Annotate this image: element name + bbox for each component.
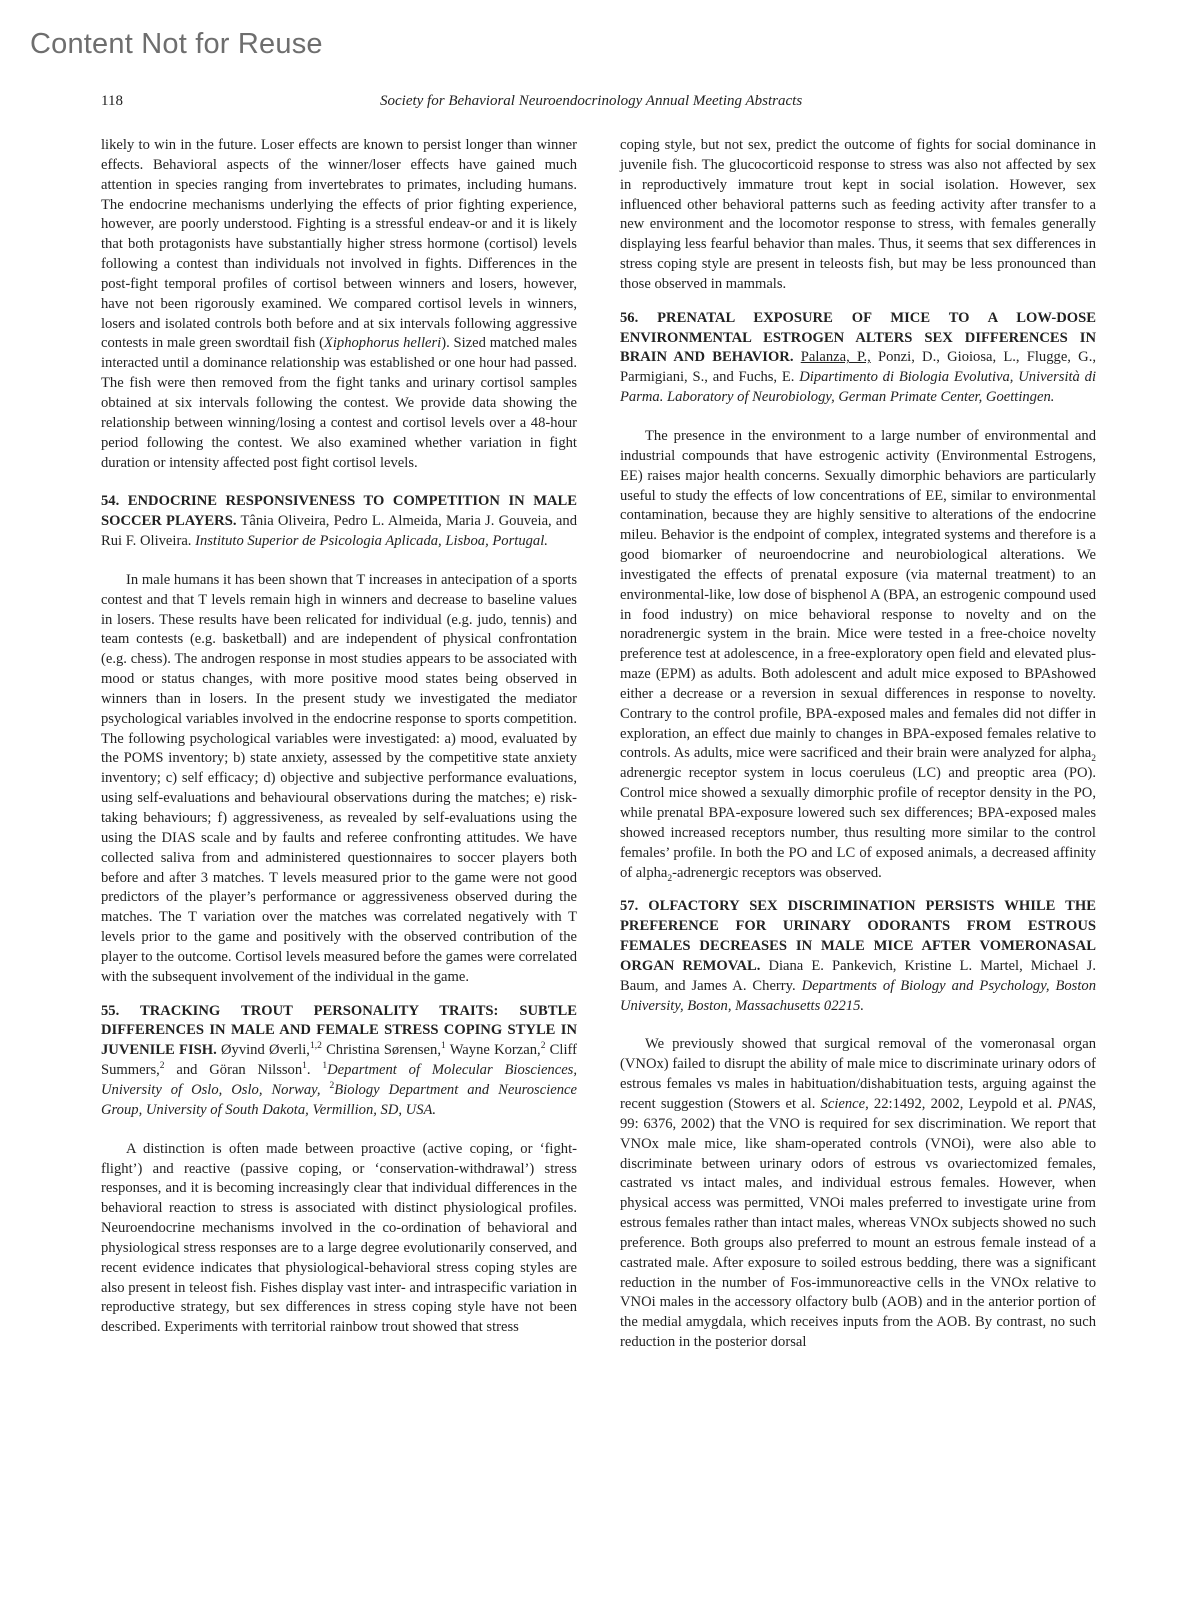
abstract-57-title: 57. OLFACTORY SEX DISCRIMINATION PERSISTS WHILE THE PREFERENCE FOR URINARY ODORANTS FROM ESTROUS FEMALES DECREASES IN MALE MICE AFTER VOMERONASAL ORGAN REMOVAL. [620, 898, 1096, 974]
abstract-54-authors: Tânia Oliveira, Pedro L. Almeida, Maria J. Gouveia, and Rui F. Oliveira. [101, 513, 577, 550]
abstract-57-body: We previously showed that surgical removal of the vomeronasal organ (VNOx) failed to disrupt the ability of male mice to discriminate urinary odors of estrous females vs males in habituation/dishabituation tests, arguing against the recent suggestion (Stowers et al. Science, 22:1492, 2002, Leypold et al. PNAS, 99: 6376, 2002) that the VNO is required for sex discrimination. We report that VNOx male mice, like sham-operated controls (VNOi), were also able to discriminate between urinary odors of estrous vs ovariectomized females, castrated vs intact males, and individual estrous females. However, when physical access was permitted, VNOi males preferred to investigate urine from estrous females rather than intact males, whereas VNOx subjects showed no such preference. Both groups also preferred to mount an estrous female instead of a castrated male. After exposure to soiled estrous bedding, there was a significant reduction in the number of Fos-immunoreactive cells in the VNOx relative to VNOi males in the accessory olfactory bulb (AOB) and in the anterior portion of the medial amygdala, which receives inputs from the AOB. By contrast, no such reduction in the posterior dorsal [620, 1036, 1096, 1351]
abstract-55-title: 55. TRACKING TROUT PERSONALITY TRAITS: SUBTLE DIFFERENCES IN MALE AND FEMALE STRESS COPING STYLE IN JUVENILE FISH. [101, 1002, 577, 1059]
abstract-55-continuation: coping style, but not sex, predict the outcome of fights for social dominance in juvenile fish. The glucocorticoid response to stress was also not affected by sex in reproductively immature trout kept in social isolation. However, sex influenced other behavioral patterns such as feeding activity after transfer to a new environment and the locomotor response to stress, with females generally displaying less fearful behavior than males. Thus, it seems that sex differences in stress coping style are present in teleosts fish, but may be less pronounced than those observed in mammals. [620, 137, 1096, 292]
right-column [620, 136, 1096, 1353]
abstract-54-heading [101, 492, 577, 552]
abstract-56-institution: Dipartimento di Biologia Evolutiva, Università di Parma. Laboratory of Neurobiology, German Primate Center, Goettingen. [620, 369, 1096, 406]
species-name: Xiphophorus helleri [323, 335, 442, 352]
abstract-54-title: 54. ENDOCRINE RESPONSIVENESS TO COMPETITION IN MALE SOCCER PLAYERS. [101, 493, 577, 530]
page-number: 118 [101, 93, 123, 109]
left-column [101, 136, 577, 1338]
abstract-53-continuation: likely to win in the future. Loser effects are known to persist longer than winner effects. Behavioral aspects of the winner/loser effects have gained much attention in species ranging from invertebrates to primates, including humans. The endocrine mechanisms underlying the effects of prior fighting experience, however, are poorly understood. Fighting is a stressful endeav-or and it is likely that both protagonists have substantially higher stress hormone (cortisol) levels following a contest than individuals not involved in fights. Differences in the post-fight temporal profiles of cortisol between winners and losers, however, have not been rigorously examined. We compared cortisol levels in winners, losers and isolated controls both before and at six intervals following aggressive contests in male green swordtail fish (Xiphophorus helleri). Sized matched males interacted until a dominance relationship was established or one hour had passed. The fish were then removed from the fight tanks and urinary cortisol samples obtained at six intervals following the contest. We provide data showing the relationship between winning/losing a contest and cortisol levels over a 48-hour period following the contest. We also examined whether variation in fight duration or intensity affected post fight cortisol levels. [101, 137, 578, 471]
abstract-57-authors: Diana E. Pankevich, Kristine L. Martel, Michael J. Baum, and James A. Cherry. [620, 957, 1096, 994]
abstract-57-institution: Departments of Biology and Psychology, Boston University, Boston, Massachusetts 02215. [620, 977, 1097, 1014]
abstract-54-institution: Instituto Superior de Psicologia Aplicada, Lisboa, Portugal. [195, 533, 548, 550]
abstract-55-heading: 55. TRACKING TROUT PERSONALITY TRAITS: SUBTLE DIFFERENCES IN MALE AND FEMALE STRESS COPING STYLE IN JUVENILE FISH. Øyvind Øverli,$^{1,2}$ Christina Sørensen,$^1$ Wayne Korzan,$^2$ Cliff Summers,$^2$ and Göran Nilsson$^1$. $^1$Department of Molecular Biosciences, University of Oslo, Oslo, Norway, $^2$Biology Department and Neuroscience Group, University of South Dakota, Vermillion, SD, USA. [101, 1002, 578, 1118]
abstract-57-heading [620, 897, 1096, 1016]
abstract-56-body: The presence in the environment to a large number of environmental and industrial compounds that have estrogenic activity (Environmental Estrogens, EE) raises major health concerns. Sexually dimorphic behaviors are particularly useful to study the effects of low concentrations of EE, similar to environmental contamination, because they are highly sensitive to alterations of the endocrine mileu. Behavior is the endpoint of complex, integrated systems and therefore is a good biomarker of neuroendocrine and neurobiological alterations. We investigated the effects of prenatal exposure (via maternal treatment) to an environmental-like, low dose of bisphenol A (BPA, an estrogenic compound used in food industry) on mice behavioral response to novelty and on the noradrenergic system in the brain. Mice were tested in a free-choice novelty preference test at adolescence, in a free-exploratory open field and elevated plus-maze (EPM) as adults. Both adolescent and adult mice exposed to BPAshowed either a decrease or a reversion in sexual differences in response to novelty. Contrary to the control profile, BPA-exposed males and females did not differ in exploration, an effect due mainly to changes in BPA-exposed females relative to controls. As adults, mice were sacrificed and their brain were analyzed for alpha$_2$ adrenergic receptor system in locus coeruleus (LC) and preoptic area (PO). Control mice showed a sexually dimorphic profile of receptor density in the PO, while prenatal BPA-exposure lowered such sex differences; BPA-exposed males showed increased receptors number, thus resulting more similar to the control females’ profile. In both the PO and LC of exposed animals, a decreased affinity of alpha$_2$-adrenergic receptors was observed. [620, 427, 1096, 884]
abstract-56-title: 56. PRENATAL EXPOSURE OF MICE TO A LOW-DOSE ENVIRONMENTAL ESTROGEN ALTERS SEX DIFFERENCES IN BRAIN AND BEHAVIOR. [620, 309, 1096, 366]
abstract-55-body: A distinction is often made between proactive (active coping, or ‘fight-flight’) and reactive (passive coping, or ‘conservation-withdrawal’) stress responses, and it is becoming increasingly clear that individual differences in the behavioral reaction to stress is associated with distinct physiological profiles. Neuroendocrine mechanisms involved in the co-ordination of behavioral and physiological stress responses are to a large degree evolutionarily conserved, and recent evidence indicates that physiological-behavioral stress coping styles are also present in teleost fish. Fishes display vast inter- and intraspecific variation in reproductive strategy, but sex differences in stress coping style have not been described. Experiments with territorial rainbow trout showed that stress [101, 1140, 577, 1336]
running-head: Society for Behavioral Neuroendocrinology Annual Meeting Abstracts [380, 93, 803, 109]
watermark: Content Not for Reuse [30, 28, 323, 60]
abstract-55-institution-1: Department of Molecular Biosciences, University of Oslo, Oslo, Norway, [101, 1062, 578, 1098]
abstract-56-heading: 56. PRENATAL EXPOSURE OF MICE TO A LOW-DOSE ENVIRONMENTAL ESTROGEN ALTERS SEX DIFFERENCES IN BRAIN AND BEHAVIOR. Palanza, P., Ponzi, D., Gioiosa, L., Flugge, G., Parmigiani, S., and Fuchs, E. Dipartimento di Biologia Evolutiva, Università di Parma. Laboratory of Neurobiology, German Primate Center, Goettingen. [620, 309, 1096, 406]
abstract-54-body: In male humans it has been shown that T increases in antecipation of a sports contest and that T levels remain high in winners and decrease to baseline values in losers. These results have been relicated for individual (e.g. judo, tennis) and team contests (e.g. basketball) and are independent of physical confrontation (e.g. chess). The androgen response in most studies appears to be associated with mood or status changes, with more positive mood states being observed in winners than in losers. In the present study we investigated the mediator psychological variables involved in the endocrine response to sports competition. The following psychological variables were investigated: a) mood, evaluated by the POMS inventory; b) state anxiety, assessed by the competitive state anxiety inventory; c) self efficacy; d) objective and subjective performance evaluations, using self-evaluations and behavioural observations during the matches; e) risk-taking behaviours; f) aggressiveness, as revealed by self-evaluations using the using the DIAS scale and by faults and referee confronting attitudes. We have collected saliva from and administered questionnaires to soccer players both before and after 3 matches. T levels measured prior to the game were not good predictors of the player’s performance or aggressiveness observed during the matches. The T variation over the matches was correlated negatively with T levels prior to the game and positively with the observed contribution of the player to the outcome. Cortisol levels measured before the games were correlated with the subsequent involvement of the individual in the game. [101, 571, 577, 985]
abstract-55-institution-2: Biology Department and Neuroscience Group, University of South Dakota, Vermillion, SD, USA. [101, 1081, 577, 1118]
presenting-author: Palanza, P., [800, 349, 871, 366]
